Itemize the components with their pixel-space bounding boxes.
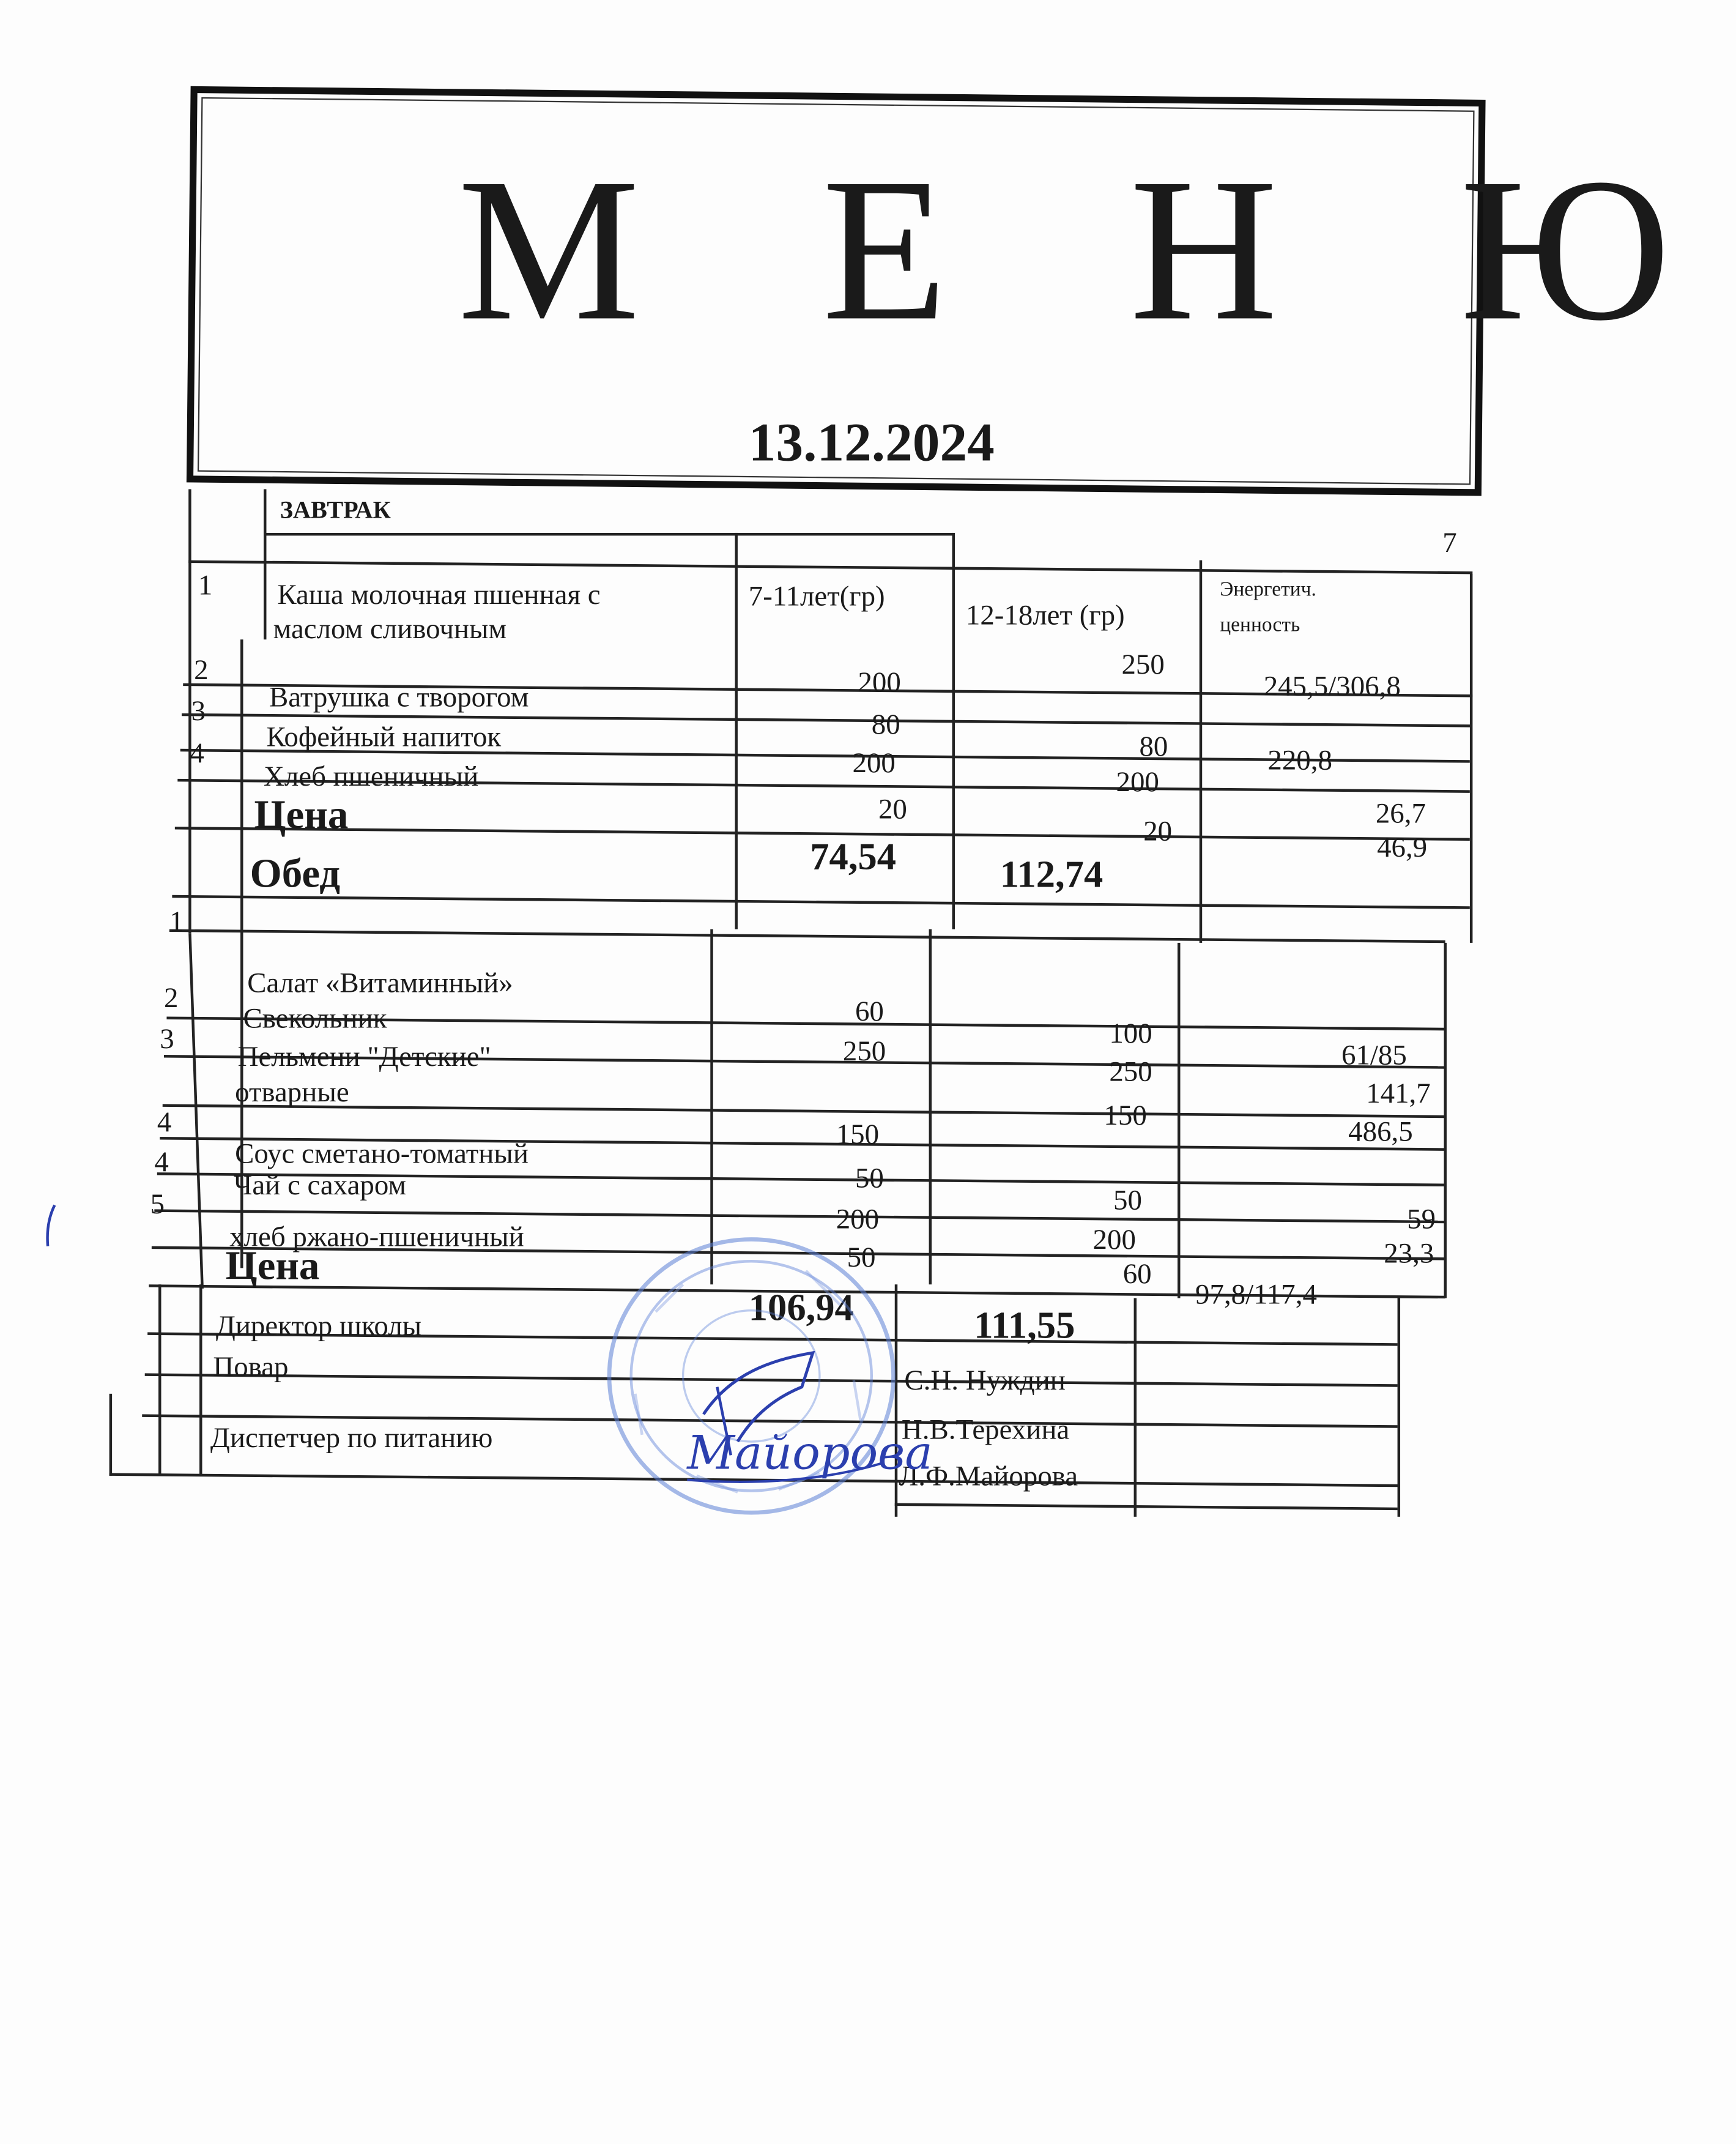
dish-name: Соус сметано-томатный [235, 1137, 529, 1170]
handwritten-signature-icon [676, 1332, 933, 1489]
signature-person: С.Н. Нуждин [904, 1363, 1066, 1397]
lunch-price-12-18: 111,55 [974, 1305, 1075, 1347]
lunch-price-7-11: 106,94 [748, 1287, 854, 1330]
grid-line [735, 533, 736, 929]
signature-role: Повар [213, 1350, 289, 1383]
menu-date: 13.12.2024 [748, 411, 995, 473]
value-7-11: 50 [855, 1161, 884, 1194]
signature-person: Н.В.Терехина [901, 1413, 1070, 1446]
dish-name: Свекольник [243, 1001, 387, 1035]
dish-name: отварные [235, 1075, 349, 1109]
energy-value: 46,9 [1377, 830, 1428, 864]
value-12-18: 200 [1116, 765, 1159, 798]
column-header-12-18: 12-18лет (гр) [965, 598, 1125, 631]
column-header-energy-2: ценность [1220, 614, 1300, 637]
grid-line [163, 1104, 1445, 1117]
breakfast-header: ЗАВТРАК [280, 496, 391, 524]
row-number: 2 [163, 981, 179, 1014]
page-number: 7 [1442, 526, 1457, 559]
row-number: 3 [191, 694, 206, 728]
energy-value: 486,5 [1348, 1115, 1413, 1148]
value-7-11: 200 [836, 1202, 880, 1235]
value-12-18: 20 [1143, 814, 1173, 847]
dish-name: Каша молочная пшенная с [277, 578, 601, 611]
grid-line [1200, 560, 1201, 943]
grid-line [188, 489, 190, 933]
breakfast-price-label: Цена [254, 792, 349, 838]
lunch-price-label: Цена [225, 1243, 320, 1289]
pen-mark-icon [41, 1202, 60, 1251]
energy-value: 23,3 [1384, 1237, 1434, 1270]
value-12-18: 60 [1122, 1257, 1152, 1290]
value-12-18: 50 [1113, 1183, 1142, 1216]
row-number: 4 [157, 1105, 172, 1139]
row-number: 1 [169, 904, 184, 937]
dish-name: хлеб ржано-пшеничный [229, 1220, 524, 1253]
value-12-18: 250 [1121, 647, 1165, 681]
dish-name: Чай с сахаром [233, 1168, 407, 1201]
value-7-11: 200 [858, 665, 901, 699]
energy-value: 26,7 [1375, 796, 1426, 830]
grid-line [188, 560, 1472, 574]
row-number: 4 [190, 736, 204, 770]
grid-line [188, 933, 203, 1289]
dish-name: Хлеб пшеничный [264, 759, 479, 793]
value-12-18: 200 [1092, 1223, 1136, 1256]
energy-value: 220,8 [1267, 743, 1332, 776]
value-12-18: 250 [1109, 1055, 1152, 1088]
row-number: 3 [160, 1022, 174, 1055]
row-number: 2 [194, 653, 209, 687]
value-7-11: 200 [852, 746, 896, 779]
value-12-18: 80 [1139, 729, 1168, 763]
breakfast-price-7-11: 74,54 [810, 836, 896, 879]
grid-line [1444, 943, 1445, 1298]
row-number: 4 [154, 1145, 169, 1178]
grid-line [109, 1394, 111, 1476]
grid-line [895, 1503, 1398, 1510]
row-number: 5 [150, 1187, 165, 1221]
grid-line [952, 533, 954, 929]
breakfast-price-12-18: 112,74 [1000, 854, 1104, 896]
grid-line [929, 929, 931, 1285]
energy-value: 245,5/306,8 [1263, 669, 1401, 702]
signature-person: Л.Ф.Майорова [899, 1459, 1078, 1492]
value-7-11: 60 [855, 994, 884, 1028]
value-7-11: 50 [847, 1240, 876, 1274]
signature-role: Директор школы [215, 1309, 422, 1342]
grid-line [264, 533, 954, 535]
menu-title: М Е Н Ю [458, 136, 1736, 364]
dish-name: Пельмени "Детские" [237, 1040, 491, 1073]
grid-line [1470, 574, 1472, 943]
value-7-11: 80 [871, 707, 900, 741]
value-7-11: 250 [842, 1034, 886, 1068]
value-12-18: 150 [1104, 1098, 1147, 1132]
signature-text: Майорова [687, 1426, 933, 1480]
column-header-energy-1: Энергетич. [1220, 579, 1316, 601]
grid-line [199, 1284, 201, 1476]
dish-name: Кофейный напиток [266, 720, 502, 753]
row-number: 1 [198, 568, 213, 601]
grid-line [1178, 943, 1179, 1298]
energy-value: 59 [1407, 1202, 1436, 1235]
value-7-11: 20 [878, 792, 907, 825]
dish-name: Салат «Витаминный» [247, 966, 513, 999]
grid-line [169, 929, 1445, 943]
value-12-18: 100 [1109, 1016, 1152, 1050]
column-header-7-11: 7-11лет(гр) [748, 579, 885, 612]
grid-line [172, 895, 1469, 909]
dish-name: Ватрушка с творогом [269, 680, 529, 713]
energy-value: 97,8/117,4 [1195, 1278, 1317, 1311]
energy-value: 141,7 [1366, 1076, 1431, 1110]
grid-line [158, 1284, 160, 1476]
signature-role: Диспетчер по питанию [210, 1421, 493, 1454]
grid-line [264, 489, 265, 639]
value-7-11: 150 [836, 1117, 880, 1151]
dish-name: маслом сливочным [273, 612, 507, 646]
energy-value: 61/85 [1341, 1038, 1407, 1071]
lunch-header: Обед [250, 851, 341, 896]
